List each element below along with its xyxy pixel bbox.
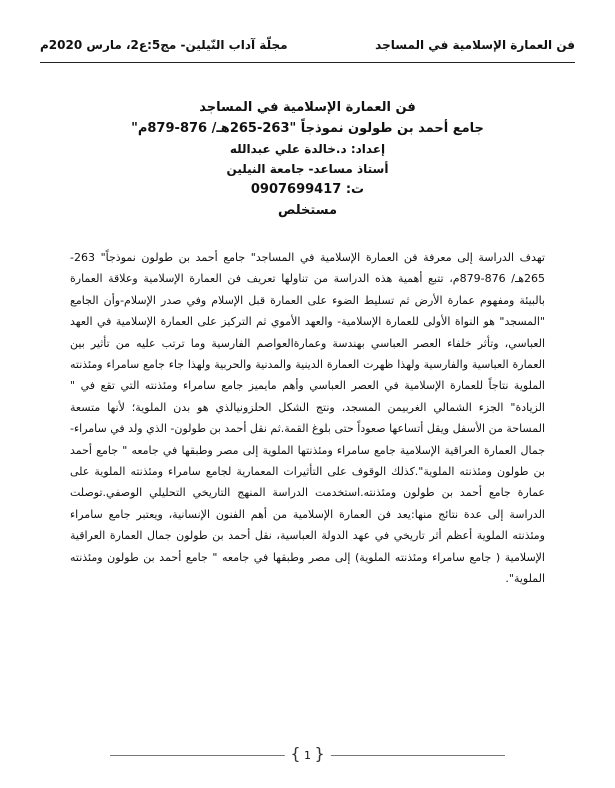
- paper-subtitle: جامع أحمد بن طولون نموذجاً "263-265هـ/ 876-879م": [131, 121, 484, 136]
- right-brace-ornament: }: [290, 744, 301, 763]
- author-name: إعداد: د.خالدة علي عبدالله: [229, 142, 386, 156]
- abstract-body: تهدف الدراسة إلى معرفة فن العمارة الإسلامية في المساجد" جامع أحمد بن طولون نموذجاً" 263-265هـ/ 876-879م، تتبع أهمية هذه الدراسة من تناولها تعريف فن العمارة الإسلامية وعلاقة العمارة بالبيئة ومفهوم عمارة الأرض ثم تسليط الضوء على العمارة قبل الإسلام وفي صدر الإسلام-وأن الجامع "المسجد" هو النواة الأولى للعمارة الإسلامية- والعهد الأموي ثم التركيز على العمارة الإسلامية في العهد العباسي، وتأثر خلفاء العصر العباسي بهندسة وعمارةالعواصم الفارسية وما ترتب عليه من تأثير بين العمارة العباسية والفارسية ولهذا ظهرت العمارة الدينية والمدنية والحربية ولهذا جاء جامع سامراء ومئذنته الملوية نتاجاً للعمارة الإسلامية في العصر العباسي وأهم مايميز جامع سامراء ومئذنته التي تقع في " الزيادة" الجزء الشمالي الغربيمن المسجد، ونتج الشكل الحلزونيالذي هو بدن الملوية؛ لأنها متسعة المساحة من الأسفل ويقل أتساعها صعوداً حتى بلوغ القمة.ثم نقل أحمد بن طولون- الذي ولد في سامراء- جمال العمارة العراقية الإسلامية جامع سامراء ومئذنتها الملوية إلى مصر وطبقها في جامعه " جامع أحمد بن طولون ومئذنته الملوية".كذلك الوقوف على التأثيرات المعمارية لجامع سامراء ومئذنته الملوية على عمارة جامع أحمد بن طولون ومئذنته.استخدمت الدراسة المنهج التاريخي التحليلي الوصفي.توصلت الدراسة إلى عدة نتائج منها:يعد فن العمارة الإسلامية من أهم الفنون الإنسانية، ويعتبر جامع سامراء ومئذنته الملوية أعظم أثر تاريخي في عهد الدولة العباسية، نقل أحمد بن طولون جمال العمارة العراقية الإسلامية ( جامع سامراء ومئذنته الملوية) إلى مصر وطبقها في جامعه " جامع أحمد بن طولون ومئذنته الملوية".: [70, 251, 545, 586]
- header-article-title: فن العمارة الإسلامية في المساجد: [375, 38, 575, 52]
- header-rule: [40, 62, 575, 63]
- running-header: [40, 38, 575, 58]
- page-footer: [0, 744, 615, 766]
- page-number: 1: [304, 749, 311, 762]
- title-block: [40, 100, 575, 224]
- author-position: أستاذ مساعد- جامعة النيلين: [226, 162, 389, 176]
- author-phone: ت: 0907699417: [250, 182, 365, 197]
- page-number-box: [284, 744, 330, 763]
- left-brace-ornament: {: [314, 744, 325, 763]
- abstract-heading: مستخلص: [278, 203, 337, 218]
- header-journal-info: مجلّة آداب النّيلين- مج5:ع2، مارس 2020م: [40, 38, 288, 52]
- paper-title: فن العمارة الإسلامية في المساجد: [199, 100, 416, 115]
